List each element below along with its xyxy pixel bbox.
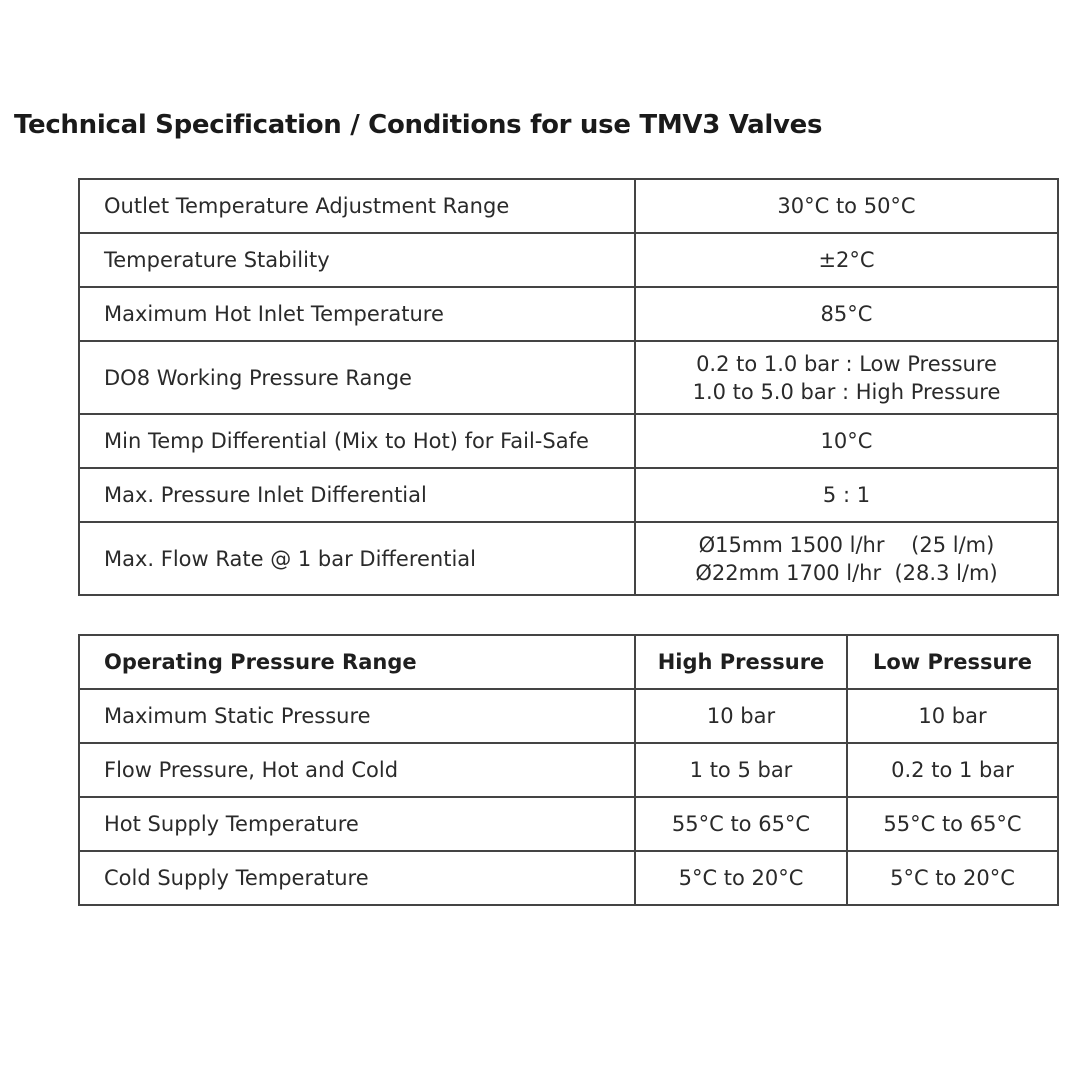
spec-value-temperature-stability xyxy=(635,233,1058,287)
table-header-row xyxy=(79,635,1058,689)
table-row xyxy=(79,851,1058,905)
spec-value-working-pressure-range xyxy=(635,341,1058,414)
spec-value-line: 30°C to 50°C xyxy=(777,194,916,218)
spec-label-max-hot-inlet-temperature: Maximum Hot Inlet Temperature xyxy=(79,287,635,341)
op-value-low-pressure: 5°C to 20°C xyxy=(847,851,1058,905)
op-value-high-pressure: 10 bar xyxy=(635,689,847,743)
table-row xyxy=(79,287,1058,341)
operating-pressure-table xyxy=(78,634,1059,906)
spec-value-line: Ø15mm 1500 l/hr (25 l/m) xyxy=(698,532,995,557)
table-row xyxy=(79,689,1058,743)
spec-value-min-temp-differential xyxy=(635,414,1058,468)
column-header-operating-pressure-range: Operating Pressure Range xyxy=(79,635,635,689)
spec-label-pressure-inlet-differential: Max. Pressure Inlet Differential xyxy=(79,468,635,522)
table-row xyxy=(79,468,1058,522)
page-title: Technical Specification / Conditions for use TMV3 Valves xyxy=(14,110,823,140)
spec-value-line: 10°C xyxy=(820,429,873,453)
table-row xyxy=(79,179,1058,233)
spec-value-line: 1.0 to 5.0 bar : High Pressure xyxy=(692,379,1001,404)
spec-value-outlet-temperature-range xyxy=(635,179,1058,233)
spec-value-pressure-inlet-differential xyxy=(635,468,1058,522)
spec-value-line: 5 : 1 xyxy=(822,483,871,507)
spec-value-max-flow-rate xyxy=(635,522,1058,595)
spec-value-line: ±2°C xyxy=(818,248,875,272)
column-header-high-pressure: High Pressure xyxy=(635,635,847,689)
spec-label-max-flow-rate: Max. Flow Rate @ 1 bar Differential xyxy=(79,522,635,595)
op-value-high-pressure: 55°C to 65°C xyxy=(635,797,847,851)
op-value-low-pressure: 10 bar xyxy=(847,689,1058,743)
op-label-cold-supply-temperature: Cold Supply Temperature xyxy=(79,851,635,905)
table-row xyxy=(79,797,1058,851)
table-row xyxy=(79,233,1058,287)
op-value-low-pressure: 0.2 to 1 bar xyxy=(847,743,1058,797)
op-label-flow-pressure: Flow Pressure, Hot and Cold xyxy=(79,743,635,797)
column-header-low-pressure: Low Pressure xyxy=(847,635,1058,689)
spec-value-line: Ø22mm 1700 l/hr (28.3 l/m) xyxy=(695,560,998,585)
table-row xyxy=(79,743,1058,797)
spec-value-line: 0.2 to 1.0 bar : Low Pressure xyxy=(696,351,997,376)
spec-label-outlet-temperature-range: Outlet Temperature Adjustment Range xyxy=(79,179,635,233)
technical-specification-table xyxy=(78,178,1059,596)
op-label-max-static-pressure: Maximum Static Pressure xyxy=(79,689,635,743)
spec-label-working-pressure-range: DO8 Working Pressure Range xyxy=(79,341,635,414)
spec-label-min-temp-differential: Min Temp Differential (Mix to Hot) for Fail-Safe xyxy=(79,414,635,468)
op-value-high-pressure: 5°C to 20°C xyxy=(635,851,847,905)
op-label-hot-supply-temperature: Hot Supply Temperature xyxy=(79,797,635,851)
op-value-low-pressure: 55°C to 65°C xyxy=(847,797,1058,851)
spec-label-temperature-stability: Temperature Stability xyxy=(79,233,635,287)
spec-value-max-hot-inlet-temperature xyxy=(635,287,1058,341)
op-value-high-pressure: 1 to 5 bar xyxy=(635,743,847,797)
table-row xyxy=(79,341,1058,414)
table-row xyxy=(79,522,1058,595)
table-row xyxy=(79,414,1058,468)
spec-value-line: 85°C xyxy=(820,302,873,326)
